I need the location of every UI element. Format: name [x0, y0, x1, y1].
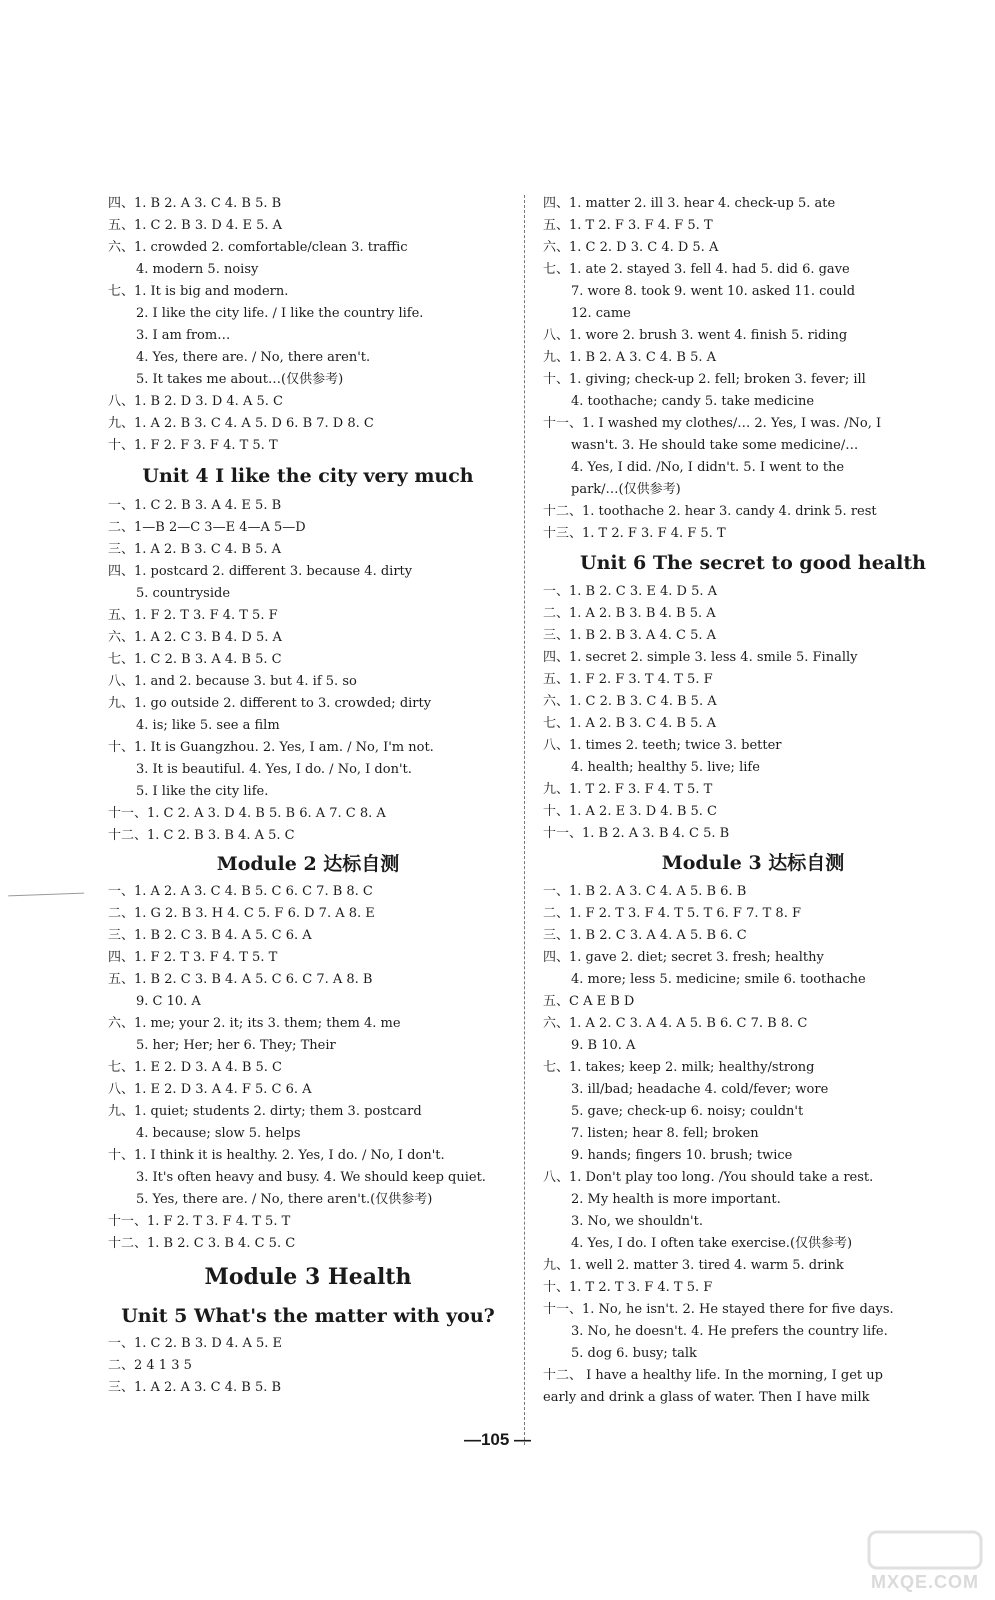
answer-line: 3. No, he doesn't. 4. He prefers the country life.: [571, 1324, 888, 1339]
answer-line: 六、1. C 2. D 3. C 4. D 5. A: [543, 240, 719, 255]
answer-line: 五、1. T 2. F 3. F 4. F 5. T: [543, 218, 713, 233]
watermark-text: MXQE.COM: [870, 1572, 980, 1592]
answer-line: 七、1. C 2. B 3. A 4. B 5. C: [108, 652, 282, 667]
column-divider: [524, 195, 525, 1445]
answer-line: 六、1. me; your 2. it; its 3. them; them 4. me: [108, 1016, 401, 1031]
answer-line: 五、1. F 2. F 3. T 4. T 5. F: [543, 672, 713, 687]
stray-pen-mark: [8, 883, 84, 897]
answer-line: 5. Yes, there are. / No, there aren't.(仅供参考): [136, 1192, 433, 1207]
answer-line: 五、1. B 2. C 3. B 4. A 5. C 6. C 7. A 8. B: [108, 972, 373, 987]
section-heading: Unit 6 The secret to good health: [580, 552, 926, 574]
answer-line: 四、1. gave 2. diet; secret 3. fresh; healthy: [543, 950, 824, 965]
section-heading: Module 3 Health: [204, 1264, 412, 1290]
answer-line: 三、1. B 2. C 3. A 4. A 5. B 6. C: [543, 928, 747, 943]
answer-line: 四、1. postcard 2. different 3. because 4. dirty: [108, 564, 413, 579]
answer-line: 十、1. A 2. E 3. D 4. B 5. C: [543, 804, 718, 819]
answer-line: 二、1. G 2. B 3. H 4. C 5. F 6. D 7. A 8. E: [108, 906, 375, 921]
answer-line: 九、1. T 2. F 3. F 4. T 5. T: [543, 782, 713, 797]
answer-line: 十三、1. T 2. F 3. F 4. F 5. T: [543, 526, 726, 541]
answer-line: 十、1. F 2. F 3. F 4. T 5. T: [108, 438, 278, 453]
answer-line: 二、2 4 1 3 5: [108, 1358, 192, 1373]
answer-line: 5. dog 6. busy; talk: [571, 1346, 697, 1361]
page-number: —105 —: [463, 1430, 532, 1449]
section-heading: Module 3 达标自测: [661, 852, 845, 874]
answer-line: 二、1. A 2. B 3. B 4. B 5. A: [543, 606, 716, 621]
answer-line: 九、1. A 2. B 3. C 4. A 5. D 6. B 7. D 8. C: [108, 416, 374, 431]
answer-line: 九、1. B 2. A 3. C 4. B 5. A: [543, 350, 717, 365]
section-heading: Unit 4 I like the city very much: [142, 465, 474, 487]
answer-line: 十一、1. B 2. A 3. B 4. C 5. B: [543, 826, 730, 841]
answer-line: 五、1. F 2. T 3. F 4. T 5. F: [108, 608, 278, 623]
answer-line: 一、1. C 2. B 3. D 4. A 5. E: [108, 1336, 283, 1351]
answer-line: 十一、1. No, he isn't. 2. He stayed there for five days.: [543, 1302, 894, 1317]
answer-line: 9. hands; fingers 10. brush; twice: [571, 1148, 793, 1163]
answer-line: 二、1—B 2—C 3—E 4—A 5—D: [108, 520, 306, 535]
answer-line: 二、1. F 2. T 3. F 4. T 5. T 6. F 7. T 8. F: [543, 906, 801, 921]
answer-line: 十二、 I have a healthy life. In the morning, I get up: [543, 1368, 883, 1383]
answer-line: 十、1. giving; check-up 2. fell; broken 3. fever; ill: [543, 372, 866, 387]
answer-line: 3. It is beautiful. 4. Yes, I do. / No, I don't.: [136, 762, 412, 777]
answer-line: 4. modern 5. noisy: [136, 262, 259, 277]
answer-line: 一、1. A 2. A 3. C 4. B 5. C 6. C 7. B 8. C: [108, 884, 373, 899]
answer-line: 八、1. times 2. teeth; twice 3. better: [543, 738, 782, 753]
answer-line: 十一、1. F 2. T 3. F 4. T 5. T: [108, 1214, 291, 1229]
answer-line: 八、1. B 2. D 3. D 4. A 5. C: [108, 394, 283, 409]
answer-line: 5. countryside: [136, 586, 231, 601]
answer-line: 八、1. E 2. D 3. A 4. F 5. C 6. A: [108, 1082, 312, 1097]
answer-line: 5. her; Her; her 6. They; Their: [136, 1038, 336, 1053]
answer-line: 12. came: [571, 306, 631, 321]
answer-line: 五、1. C 2. B 3. D 4. E 5. A: [108, 218, 283, 233]
answer-line: 三、1. A 2. A 3. C 4. B 5. B: [108, 1380, 282, 1395]
answer-line: 4. Yes, there are. / No, there aren't.: [136, 350, 371, 365]
answer-line: 7. wore 8. took 9. went 10. asked 11. could: [571, 284, 856, 299]
answer-line: 六、1. A 2. C 3. B 4. D 5. A: [108, 630, 282, 645]
answer-line: 八、1. and 2. because 3. but 4. if 5. so: [108, 674, 357, 689]
answer-line: 七、1. takes; keep 2. milk; healthy/strong: [543, 1060, 815, 1075]
answer-line: 四、1. F 2. T 3. F 4. T 5. T: [108, 950, 278, 965]
answer-line: 4. toothache; candy 5. take medicine: [571, 394, 815, 409]
answer-line: 5. I like the city life.: [136, 784, 269, 799]
answer-line: 七、1. ate 2. stayed 3. fell 4. had 5. did 6. gave: [543, 262, 850, 277]
answer-line: 七、1. A 2. B 3. C 4. B 5. A: [543, 716, 717, 731]
answer-line: park/…(仅供参考): [571, 482, 681, 497]
answer-line: 十二、1. C 2. B 3. B 4. A 5. C: [108, 828, 295, 843]
answer-line: 四、1. matter 2. ill 3. hear 4. check-up 5. ate: [543, 196, 836, 211]
answer-line: 三、1. B 2. B 3. A 4. C 5. A: [543, 628, 717, 643]
answer-line: 十、1. I think it is healthy. 2. Yes, I do. / No, I don't.: [108, 1148, 445, 1163]
section-heading: Module 2 达标自测: [216, 853, 400, 875]
answer-line: 一、1. B 2. C 3. E 4. D 5. A: [543, 584, 718, 599]
answer-line: 9. C 10. A: [136, 994, 201, 1009]
answer-line: 十、1. It is Guangzhou. 2. Yes, I am. / No, I'm not.: [108, 740, 434, 755]
answer-line: early and drink a glass of water. Then I have milk: [543, 1390, 870, 1405]
answer-line: 十、1. T 2. T 3. F 4. T 5. F: [543, 1280, 713, 1295]
answer-line: 七、1. It is big and modern.: [108, 284, 289, 299]
answer-line: 3. It's often heavy and busy. 4. We should keep quiet.: [136, 1170, 486, 1185]
answer-line: 五、C A E B D: [543, 994, 635, 1009]
answer-line: 三、1. B 2. C 3. B 4. A 5. C 6. A: [108, 928, 312, 943]
left-answer-column: [108, 193, 508, 1399]
answer-line: 一、1. C 2. B 3. A 4. E 5. B: [108, 498, 282, 513]
answer-line: 5. gave; check-up 6. noisy; couldn't: [571, 1104, 804, 1119]
answer-line: 九、1. go outside 2. different to 3. crowded; dirty: [108, 696, 432, 711]
answer-line: 三、1. A 2. B 3. C 4. B 5. A: [108, 542, 282, 557]
watermark-frame: [869, 1532, 981, 1568]
answer-line: 八、1. wore 2. brush 3. went 4. finish 5. riding: [543, 328, 848, 343]
answer-line: 十一、1. C 2. A 3. D 4. B 5. B 6. A 7. C 8. A: [108, 806, 386, 821]
answer-line: 4. Yes, I do. I often take exercise.(仅供参考): [571, 1236, 853, 1251]
answer-line: 5. It takes me about…(仅供参考): [136, 372, 344, 387]
answer-line: 十二、1. toothache 2. hear 3. candy 4. drink 5. rest: [543, 504, 877, 519]
answer-line: wasn't. 3. He should take some medicine/…: [571, 438, 859, 453]
answer-line: 2. My health is more important.: [571, 1192, 781, 1207]
answer-line: 3. No, we shouldn't.: [571, 1214, 703, 1229]
answer-line: 十一、1. I washed my clothes/… 2. Yes, I was. /No, I: [543, 416, 882, 431]
answer-line: 3. I am from…: [136, 328, 231, 343]
answer-line: 4. health; healthy 5. live; life: [571, 760, 760, 775]
answer-line: 3. ill/bad; headache 4. cold/fever; wore: [571, 1082, 829, 1097]
right-answer-column: [543, 193, 963, 1409]
answer-line: 一、1. B 2. A 3. C 4. A 5. B 6. B: [543, 884, 747, 899]
answer-line: 九、1. quiet; students 2. dirty; them 3. postcard: [108, 1104, 422, 1119]
answer-line: 六、1. crowded 2. comfortable/clean 3. traffic: [108, 240, 408, 255]
answer-line: 六、1. A 2. C 3. A 4. A 5. B 6. C 7. B 8. C: [543, 1016, 808, 1031]
answer-line: 4. because; slow 5. helps: [136, 1126, 301, 1141]
section-heading: Unit 5 What's the matter with you?: [121, 1305, 495, 1327]
answer-line: 4. is; like 5. see a film: [136, 718, 280, 733]
watermark-logo: [865, 1526, 985, 1596]
answer-line: 六、1. C 2. B 3. C 4. B 5. A: [543, 694, 717, 709]
answer-line: 七、1. E 2. D 3. A 4. B 5. C: [108, 1060, 283, 1075]
answer-line: 4. more; less 5. medicine; smile 6. toothache: [571, 972, 866, 987]
answer-line: 十二、1. B 2. C 3. B 4. C 5. C: [108, 1236, 296, 1251]
answer-line: 9. B 10. A: [571, 1038, 636, 1053]
answer-line: 九、1. well 2. matter 3. tired 4. warm 5. drink: [543, 1258, 844, 1273]
answer-line: 四、1. secret 2. simple 3. less 4. smile 5. Finally: [543, 650, 858, 665]
answer-line: 4. Yes, I did. /No, I didn't. 5. I went to the: [571, 460, 845, 475]
answer-line: 7. listen; hear 8. fell; broken: [571, 1126, 759, 1141]
answer-line: 2. I like the city life. / I like the country life.: [136, 306, 424, 321]
answer-line: 八、1. Don't play too long. /You should take a rest.: [543, 1170, 874, 1185]
answer-line: 四、1. B 2. A 3. C 4. B 5. B: [108, 196, 282, 211]
